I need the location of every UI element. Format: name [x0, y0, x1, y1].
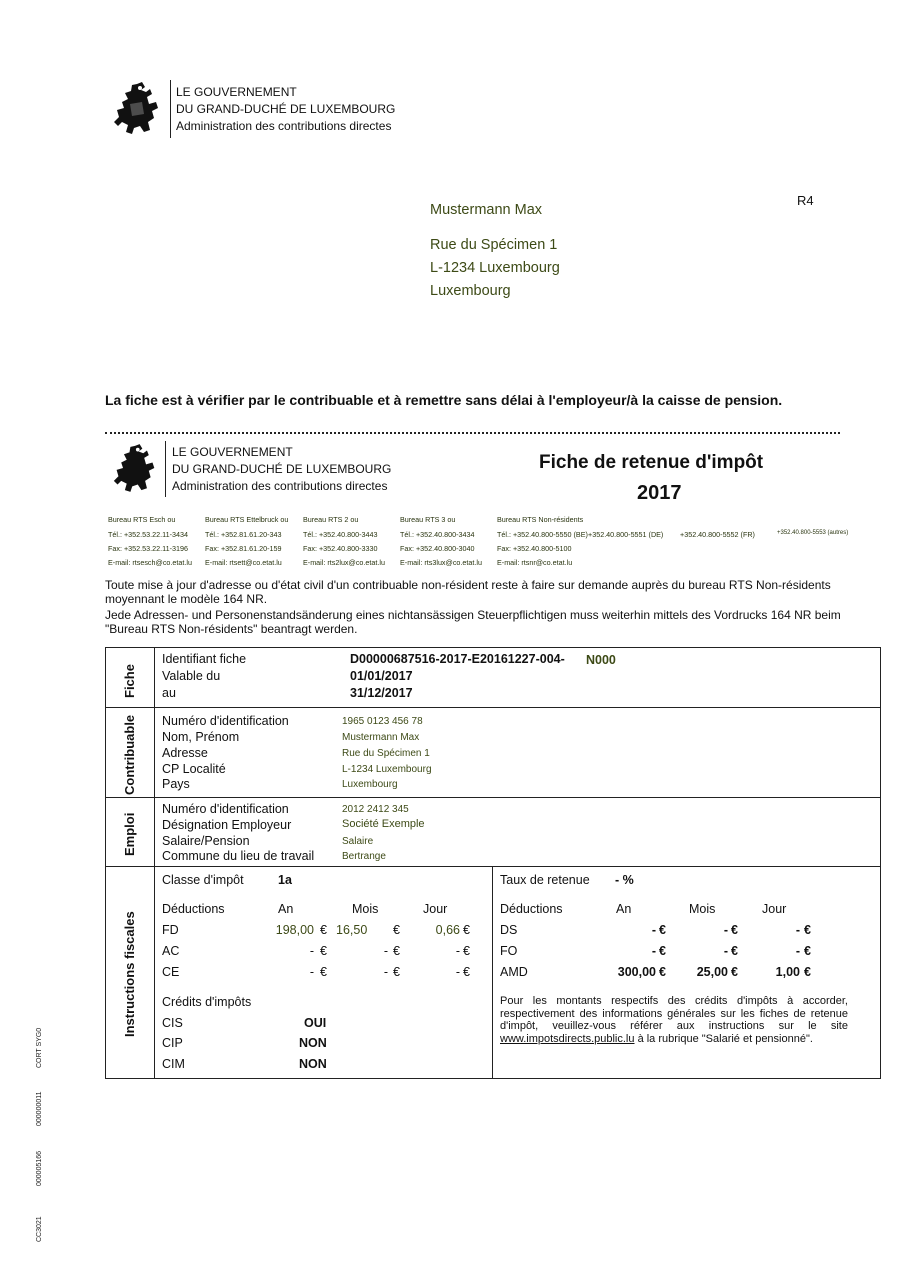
deduction-an: -	[309, 944, 314, 958]
credit-label: CIP	[162, 1036, 183, 1050]
col-an-header: An	[616, 902, 632, 916]
col-an-header: An	[278, 902, 294, 916]
deduction-an: -	[651, 944, 656, 958]
section-column-divider	[154, 647, 155, 1078]
section-label-instructions: Instructions fiscales	[122, 911, 137, 1037]
side-code-c: 000000011	[36, 1091, 43, 1126]
bureau-fax: Fax: +352.40.800-3040	[400, 544, 475, 553]
currency: €	[731, 944, 738, 958]
bureau-fax: Fax: +352.81.61.20-159	[205, 544, 282, 553]
currency: €	[659, 944, 666, 958]
taux-label: Taux de retenue	[500, 873, 590, 887]
deduction-jour: 1,00	[775, 965, 800, 979]
deduction-an: 198,00	[275, 923, 314, 937]
deduction-label: AMD	[500, 965, 528, 979]
deduction-label: FD	[162, 923, 179, 937]
fiche-id-value: D00000687516-2017-E20161227-004-	[350, 652, 565, 666]
contribuable-label: Nom, Prénom	[162, 730, 240, 744]
recipient-city: L-1234 Luxembourg	[430, 260, 560, 276]
credits-info-tail: à la rubrique "Salarié et pensionné".	[637, 1032, 813, 1045]
gov-line-3: Administration des contributions directes	[172, 479, 388, 493]
currency: €	[320, 944, 327, 958]
classe-value: 1a	[278, 873, 292, 887]
bureau-tel: Tél.: +352.40.800-3443	[303, 530, 378, 539]
credits-info	[500, 995, 848, 1045]
credit-value: NON	[299, 1036, 327, 1050]
bureau-email: E-mail: rtsett@co.etat.lu	[205, 558, 282, 567]
credits-info-text: Pour les montants respectifs des crédits d'impôts à accorder, respectivement des informations générales sur les fiches de retenue d'impôt, veuillez-vous référer aux instructions sur le site	[500, 995, 848, 1032]
recipient-country: Luxembourg	[430, 283, 511, 299]
deduction-mois: -	[723, 923, 728, 937]
emploi-value: Salaire	[342, 836, 374, 847]
currency: €	[393, 944, 400, 958]
bureau-name: Bureau RTS Esch ou	[108, 515, 176, 524]
contribuable-value: Mustermann Max	[342, 732, 420, 743]
bureau-tel-de: +352.40.800-5551 (DE)	[588, 530, 664, 539]
bureau-tel: Tél.: +352.40.800-5550 (BE)	[497, 530, 588, 539]
credits-header: Crédits d'impôts	[162, 995, 252, 1009]
emploi-label: Désignation Employeur	[162, 818, 292, 832]
fiche-id-suffix: N000	[586, 653, 616, 667]
gov-line-3: Administration des contributions directes	[176, 119, 392, 133]
taux-value: - %	[615, 873, 634, 887]
contribuable-value: Luxembourg	[342, 779, 398, 790]
fiche-title: Fiche de retenue d'impôt	[539, 452, 764, 473]
impots-link[interactable]: www.impotsdirects.public.lu	[500, 1032, 635, 1045]
section-divider	[105, 797, 880, 798]
fiche-valid-to: 31/12/2017	[350, 686, 413, 700]
credit-value: OUI	[304, 1016, 327, 1030]
bureau-name: Bureau RTS Non-résidents	[497, 515, 584, 524]
deduction-label: CE	[162, 965, 180, 979]
col-mois-header: Mois	[352, 902, 379, 916]
currency: €	[804, 944, 811, 958]
currency: €	[659, 965, 666, 979]
contribuable-value: Rue du Spécimen 1	[342, 748, 430, 759]
side-code-d: CORT SYG0	[36, 1027, 43, 1068]
deduction-mois: -	[723, 944, 728, 958]
cut-line	[105, 432, 840, 434]
logo-divider	[165, 441, 166, 497]
emploi-value: Société Exemple	[342, 818, 425, 830]
deductions-header: Déductions	[500, 902, 563, 916]
section-label-emploi: Emploi	[122, 812, 137, 856]
currency: €	[393, 965, 400, 979]
section-divider	[105, 707, 880, 708]
contribuable-label: CP Localité	[162, 762, 226, 776]
section-label-fiche: Fiche	[122, 664, 137, 698]
bureau-email: E-mail: rts2lux@co.etat.lu	[303, 558, 385, 567]
luxembourg-lion-logo	[112, 80, 162, 136]
credit-label: CIS	[162, 1016, 183, 1030]
fiche-id-label: Identifiant fiche	[162, 652, 247, 666]
deduction-jour: -	[455, 965, 460, 979]
notice-de: Jede Adressen- und Personenstandsänderung eines nichtansässigen Steuerpflichtigen muss weiterhin mittels des Vordrucks 164 NR beim "Bureau RTS Non-résidents" beantragt werden.	[105, 608, 841, 636]
instructions-column-divider	[492, 866, 493, 1078]
fiche-year: 2017	[637, 482, 682, 504]
bureau-name: Bureau RTS Ettelbruck ou	[205, 515, 289, 524]
currency: €	[804, 923, 811, 937]
bureau-tel-fr: +352.40.800-5552 (FR)	[680, 530, 755, 539]
deduction-jour: -	[795, 944, 800, 958]
recipient-name: Mustermann Max	[430, 202, 543, 218]
bureau-tel-autres: +352.40.800-5553 (autres)	[777, 530, 849, 536]
emploi-value: 2012 2412 345	[342, 804, 409, 815]
fiche-valid-from: 01/01/2017	[350, 669, 413, 683]
fiche-to-label: au	[162, 686, 176, 700]
luxembourg-lion-logo	[112, 442, 158, 494]
currency: €	[731, 923, 738, 937]
contribuable-label: Pays	[162, 777, 190, 791]
verify-notice: La fiche est à vérifier par le contribuable et à remettre sans délai à l'employeur/à la caisse de pension.	[105, 392, 783, 408]
currency: €	[320, 965, 327, 979]
bureau-tel: Tél.: +352.81.61.20-343	[205, 530, 282, 539]
gov-line-2: DU GRAND-DUCHÉ DE LUXEMBOURG	[172, 462, 392, 476]
deduction-mois: 16,50	[336, 923, 368, 937]
emploi-label: Commune du lieu de travail	[162, 849, 315, 863]
gov-line-1: LE GOUVERNEMENT	[172, 445, 293, 459]
contribuable-label: Numéro d'identification	[162, 714, 289, 728]
currency: €	[804, 965, 811, 979]
deduction-label: AC	[162, 944, 180, 958]
bureau-fax: Fax: +352.40.800-5100	[497, 544, 572, 553]
notice-fr: Toute mise à jour d'adresse ou d'état civil d'un contribuable non-résident reste à faire sur demande auprès du bureau RTS Non-résidents moyennant le modèle 164 NR.	[105, 578, 831, 606]
deduction-jour: 0,66	[435, 923, 460, 937]
bureau-tel: Tél.: +352.40.800-3434	[400, 530, 475, 539]
bureau-name: Bureau RTS 2 ou	[303, 515, 359, 524]
currency: €	[463, 965, 470, 979]
deduction-jour: -	[455, 944, 460, 958]
currency: €	[393, 923, 400, 937]
classe-label: Classe d'impôt	[162, 873, 244, 887]
currency: €	[731, 965, 738, 979]
deduction-jour: -	[795, 923, 800, 937]
fiche-valid-label: Valable du	[162, 669, 221, 683]
deduction-an: -	[651, 923, 656, 937]
bureau-email: E-mail: rts3lux@co.etat.lu	[400, 558, 482, 567]
bureau-email: E-mail: rtsesch@co.etat.lu	[108, 558, 192, 567]
col-jour-header: Jour	[423, 902, 448, 916]
deductions-header: Déductions	[162, 902, 225, 916]
deduction-an: -	[309, 965, 314, 979]
credit-label: CIM	[162, 1057, 185, 1071]
currency: €	[659, 923, 666, 937]
logo-divider	[170, 80, 171, 138]
deduction-label: DS	[500, 923, 518, 937]
currency: €	[463, 923, 470, 937]
deduction-mois: -	[383, 944, 388, 958]
contribuable-label: Adresse	[162, 746, 208, 760]
col-jour-header: Jour	[762, 902, 787, 916]
contribuable-value: 1965 0123 456 78	[342, 716, 423, 727]
gov-line-1: LE GOUVERNEMENT	[176, 85, 297, 99]
side-code-b: 000005166	[36, 1150, 43, 1186]
bureau-tel: Tél.: +352.53.22.11-3434	[108, 530, 188, 539]
section-label-contribuable: Contribuable	[122, 714, 137, 795]
emploi-value: Bertrange	[342, 851, 386, 862]
gov-line-2: DU GRAND-DUCHÉ DE LUXEMBOURG	[176, 102, 396, 116]
currency: €	[320, 923, 327, 937]
credit-value: NON	[299, 1057, 327, 1071]
deduction-mois: -	[383, 965, 388, 979]
emploi-label: Salaire/Pension	[162, 834, 250, 848]
emploi-label: Numéro d'identification	[162, 802, 289, 816]
side-code-a: CC3021	[36, 1216, 43, 1242]
currency: €	[463, 944, 470, 958]
form-code: R4	[797, 193, 814, 208]
recipient-street: Rue du Spécimen 1	[430, 237, 558, 253]
deduction-an: 300,00	[617, 965, 656, 979]
bureau-email: E-mail: rtsnr@co.etat.lu	[497, 558, 573, 567]
bureau-fax: Fax: +352.40.800-3330	[303, 544, 378, 553]
col-mois-header: Mois	[689, 902, 716, 916]
contribuable-value: L-1234 Luxembourg	[342, 764, 432, 775]
deduction-label: FO	[500, 944, 518, 958]
deduction-mois: 25,00	[696, 965, 728, 979]
bureau-name: Bureau RTS 3 ou	[400, 515, 456, 524]
bureau-fax: Fax: +352.53.22.11-3196	[108, 544, 188, 553]
